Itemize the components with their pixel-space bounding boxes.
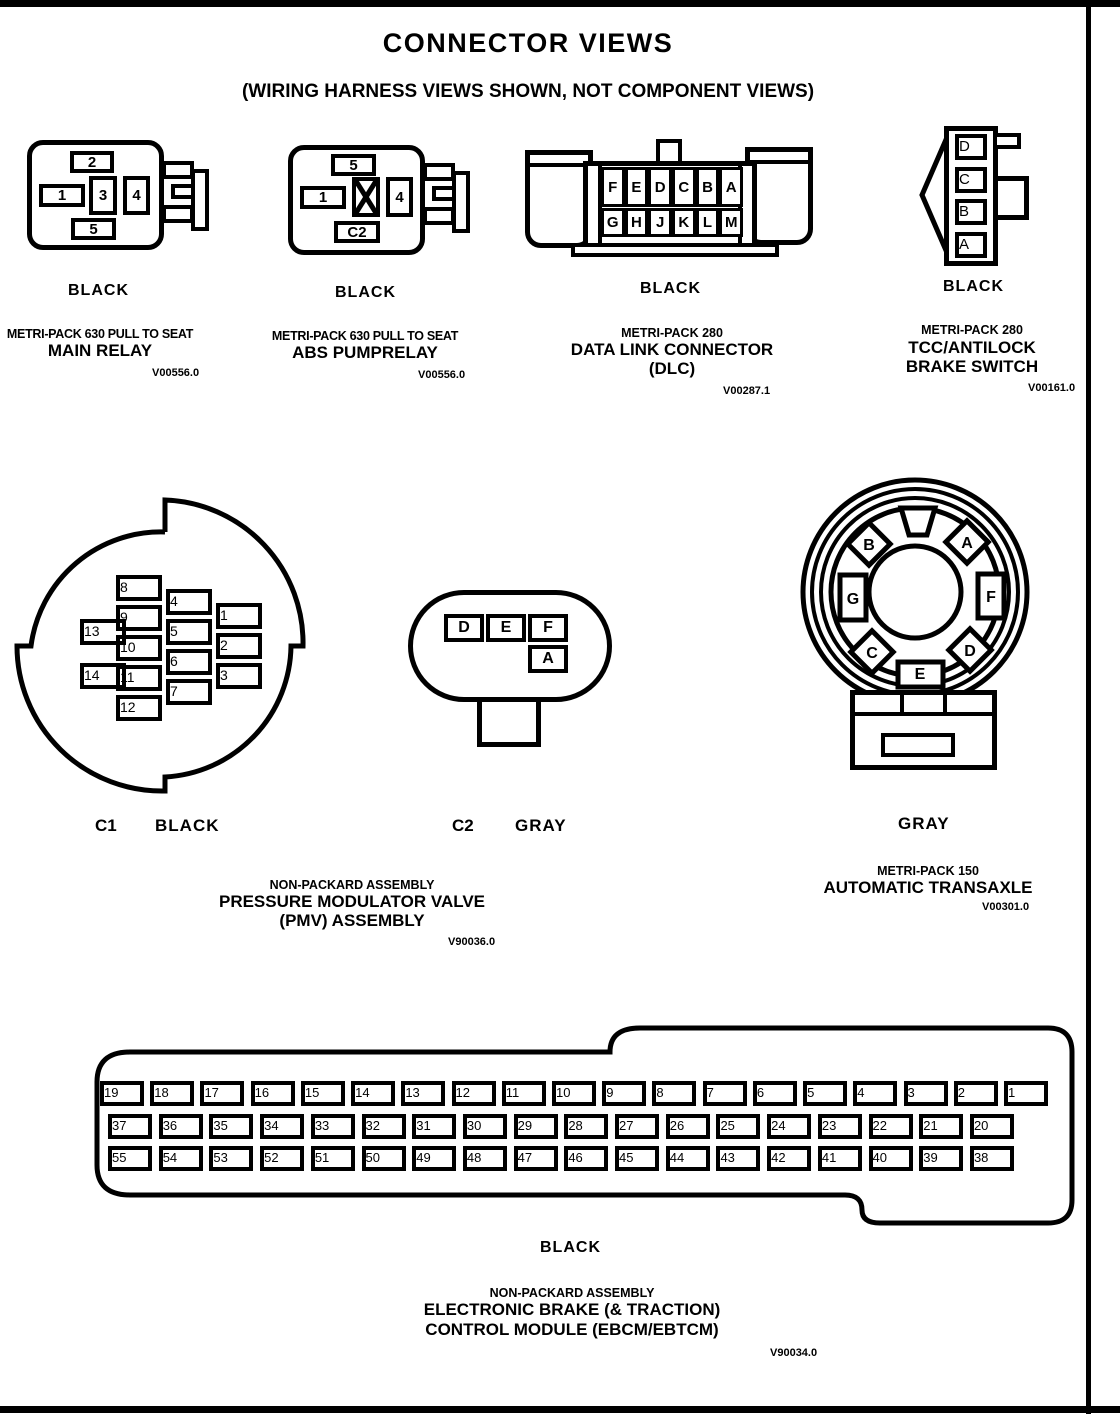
ebcm-pin: 8 [652, 1081, 696, 1106]
abs-relay-latch-top [423, 163, 455, 181]
ebcm-pin: 20 [970, 1114, 1014, 1139]
x-cross-icon [356, 181, 376, 213]
pmv-c2-label: C2 [452, 816, 474, 835]
dlc-pin: K [672, 208, 696, 237]
main-relay-latch-mid [171, 184, 195, 199]
ebcm-pin: 37 [108, 1114, 152, 1139]
ebcm-pin: 49 [412, 1146, 456, 1171]
abs-relay-pin-c2: C2 [334, 221, 380, 243]
pmv-c1-pin: 7 [166, 679, 212, 705]
dlc-pin: B [696, 167, 720, 207]
transaxle-base-rib-1 [900, 695, 904, 712]
ebcm-pin: 24 [767, 1114, 811, 1139]
ebcm-pin: 30 [463, 1114, 507, 1139]
dlc-color-label: BLACK [640, 280, 701, 297]
ebcm-pin: 6 [753, 1081, 797, 1106]
ebcm-pin: 25 [716, 1114, 760, 1139]
tcc-pin: C [955, 167, 987, 193]
pmv-c1-pin: 13 [80, 619, 126, 645]
ebcm-pin: 11 [502, 1081, 546, 1106]
dlc-pin-row-2 [601, 208, 743, 237]
abs-relay-color-label: BLACK [335, 284, 396, 301]
ebcm-assembly-label: NON-PACKARD ASSEMBLY [489, 1286, 655, 1300]
abs-relay-pin-1: 1 [300, 186, 346, 209]
transaxle-connector [795, 475, 1045, 715]
transaxle-pack-label: METRI-PACK 150 [877, 864, 979, 878]
ebcm-pin: 28 [564, 1114, 608, 1139]
ebcm-pin: 38 [970, 1146, 1014, 1171]
svg-text:G: G [846, 591, 860, 608]
pmv-c1-col-8-12 [116, 575, 162, 725]
dlc-pin: J [648, 208, 672, 237]
dlc-left-wing-line [530, 163, 588, 167]
tcc-pack-label: METRI-PACK 280 [921, 323, 1023, 337]
pmv-c1-pin: 3 [216, 663, 262, 689]
main-relay-pack-label: METRI-PACK 630 PULL TO SEAT [6, 327, 194, 341]
dlc-name2-label: (DLC) [648, 359, 696, 378]
dlc-pin: C [672, 167, 696, 207]
transaxle-pin-f [978, 574, 1004, 618]
ebcm-pin: 46 [564, 1146, 608, 1171]
transaxle-base-slot [881, 733, 955, 757]
page-subtitle: (WIRING HARNESS VIEWS SHOWN, NOT COMPONENT VIEWS) [241, 81, 815, 102]
ebcm-pin: 50 [362, 1146, 406, 1171]
ebcm-pin: 39 [919, 1146, 963, 1171]
transaxle-base-divider [855, 712, 992, 716]
page-title: CONNECTOR VIEWS [382, 28, 674, 58]
dlc-pin: F [601, 167, 625, 207]
ebcm-pin: 18 [150, 1081, 194, 1106]
ebcm-pin: 26 [666, 1114, 710, 1139]
main-relay-color-label: BLACK [68, 282, 129, 299]
tcc-color-label: BLACK [943, 278, 1004, 295]
ebcm-color-label: BLACK [540, 1239, 601, 1256]
pmv-c1-pin: 12 [116, 695, 162, 721]
ebcm-pin: 19 [100, 1081, 144, 1106]
svg-text:A: A [961, 535, 973, 552]
ebcm-pin: 29 [514, 1114, 558, 1139]
pmv-c1-pin: 11 [116, 665, 162, 691]
dlc-bottom-bar [571, 243, 779, 257]
ebcm-pin: 15 [301, 1081, 345, 1106]
transaxle-code-label: V00301.0 [982, 901, 1030, 913]
svg-text:D: D [964, 643, 976, 660]
svg-text:F: F [986, 589, 996, 606]
ebcm-pin: 9 [602, 1081, 646, 1106]
abs-relay-blocked-cavity-x [352, 177, 380, 217]
ebcm-pin: 32 [362, 1114, 406, 1139]
transaxle-keyway [901, 508, 935, 535]
ebcm-pin: 52 [260, 1146, 304, 1171]
svg-text:E: E [914, 666, 926, 683]
abs-relay-name-label: ABS PUMPRELAY [292, 343, 438, 362]
main-relay-pin-2: 2 [70, 151, 114, 173]
pmv-c1-label: C1 [95, 816, 117, 835]
dlc-pack-label: METRI-PACK 280 [621, 326, 723, 340]
ebcm-pin: 44 [666, 1146, 710, 1171]
ebcm-pin: 13 [401, 1081, 445, 1106]
tcc-body [944, 126, 998, 266]
transaxle-color-label: GRAY [898, 814, 950, 833]
ebcm-pin: 22 [869, 1114, 913, 1139]
ebcm-code-label: V90034.0 [770, 1347, 818, 1359]
pmv-c1-col-4-7 [166, 589, 212, 709]
ebcm-pin: 36 [159, 1114, 203, 1139]
ebcm-pin: 42 [767, 1146, 811, 1171]
main-relay-pin-5: 5 [71, 218, 116, 240]
transaxle-base-rib-2 [943, 695, 947, 712]
ebcm-pin: 43 [716, 1146, 760, 1171]
tcc-top-tab [993, 133, 1021, 149]
abs-relay-pack-label: METRI-PACK 630 PULL TO SEAT [271, 329, 459, 343]
dlc-pin-row-1 [601, 167, 743, 207]
ebcm-pin: 55 [108, 1146, 152, 1171]
transaxle-name-label: AUTOMATIC TRANSAXLE [823, 878, 1033, 897]
dlc-pin: G [601, 208, 625, 237]
tcc-pin: B [955, 199, 987, 225]
svg-text:B: B [863, 537, 875, 554]
page-border-bottom [0, 1406, 1120, 1413]
ebcm-pin: 27 [615, 1114, 659, 1139]
transaxle-base [850, 690, 997, 770]
tcc-pin: D [955, 134, 987, 160]
pmv-c2-pin-e: E [486, 614, 526, 642]
page-border-top [0, 0, 1120, 7]
pmv-c1-col-1-3 [216, 603, 262, 693]
transaxle-pin-g [840, 575, 866, 620]
ebcm-pin: 33 [311, 1114, 355, 1139]
tcc-mid-tab [993, 176, 1029, 220]
abs-relay-pin-5: 5 [331, 154, 376, 176]
ebcm-pin-row-1 [100, 1081, 1048, 1106]
ebcm-pin: 7 [703, 1081, 747, 1106]
ebcm-pin: 51 [311, 1146, 355, 1171]
tcc-name1-label: TCC/ANTILOCK [908, 338, 1036, 357]
pmv-c1-pin: 2 [216, 633, 262, 659]
main-relay-pin-3: 3 [89, 176, 117, 215]
pmv-c1-outline [8, 492, 318, 802]
dlc-right-wing-line [750, 160, 808, 164]
ebcm-pin: 41 [818, 1146, 862, 1171]
main-relay-latch-top [162, 161, 194, 179]
pmv-c2-pin-row [444, 614, 568, 642]
ebcm-pin-row-3 [108, 1146, 1014, 1171]
dlc-pin: A [719, 167, 743, 207]
dlc-name-label: DATA LINK CONNECTOR [570, 340, 774, 359]
ebcm-pin: 40 [869, 1146, 913, 1171]
ebcm-pin: 53 [209, 1146, 253, 1171]
ebcm-pin: 47 [514, 1146, 558, 1171]
tcc-name2-label: BRAKE SWITCH [905, 357, 1039, 376]
pmv-c1-pin: 5 [166, 619, 212, 645]
ebcm-pin: 3 [904, 1081, 948, 1106]
pmv-c2-pin-d: D [444, 614, 484, 642]
pmv-c1-pin: 8 [116, 575, 162, 601]
pmv-c2-pin-a: A [528, 645, 568, 673]
main-relay-name-label: MAIN RELAY [47, 341, 153, 360]
abs-relay-latch-bottom [423, 207, 455, 225]
ebcm-pin: 2 [954, 1081, 998, 1106]
ebcm-pin: 16 [251, 1081, 295, 1106]
ebcm-pin: 12 [452, 1081, 496, 1106]
pmv-c1-color-label: BLACK [155, 816, 220, 835]
main-relay-pin-4: 4 [123, 176, 150, 215]
tcc-code-label: V00161.0 [1028, 382, 1076, 394]
ebcm-pin: 10 [552, 1081, 596, 1106]
dlc-pin: M [719, 208, 743, 237]
abs-relay-code-label: V00556.0 [418, 369, 466, 381]
ebcm-pin: 5 [803, 1081, 847, 1106]
main-relay-pin-1: 1 [39, 184, 85, 207]
pmv-c2-color-label: GRAY [515, 816, 567, 835]
dlc-pin: E [625, 167, 649, 207]
pmv-c1-pin: 14 [80, 663, 126, 689]
ebcm-pin: 4 [853, 1081, 897, 1106]
pmv-c2-pin-f: F [528, 614, 568, 642]
pmv-c1-pin: 4 [166, 589, 212, 615]
pmv-c1-pin: 1 [216, 603, 262, 629]
ebcm-name1-label: ELECTRONIC BRAKE (& TRACTION) [423, 1300, 721, 1319]
ebcm-pin-row-2 [108, 1114, 1014, 1139]
dlc-pin: D [648, 167, 672, 207]
ebcm-pin: 48 [463, 1146, 507, 1171]
pmv-c2-body [408, 590, 612, 702]
transaxle-pin-e [898, 662, 943, 687]
ebcm-pin: 23 [818, 1114, 862, 1139]
ebcm-pin: 34 [260, 1114, 304, 1139]
abs-relay-latch-mid [432, 186, 456, 201]
pmv-c1-pin: 6 [166, 649, 212, 675]
dlc-pin: H [625, 208, 649, 237]
pmv-assembly-label: NON-PACKARD ASSEMBLY [269, 878, 435, 892]
tcc-pin: A [955, 232, 987, 258]
dlc-code-label: V00287.1 [723, 385, 771, 397]
main-relay-code-label: V00556.0 [152, 367, 200, 379]
ebcm-pin: 45 [615, 1146, 659, 1171]
pmv-c1-pin: 10 [116, 635, 162, 661]
ebcm-pin: 1 [1004, 1081, 1048, 1106]
pmv-code-label: V90036.0 [448, 936, 496, 948]
ebcm-pin: 21 [919, 1114, 963, 1139]
ebcm-pin: 17 [200, 1081, 244, 1106]
pmv-name2-label: (PMV) ASSEMBLY [279, 911, 425, 930]
ebcm-pin: 31 [412, 1114, 456, 1139]
main-relay-latch-bottom [162, 205, 194, 223]
pmv-name1-label: PRESSURE MODULATOR VALVE [218, 892, 486, 911]
ebcm-name2-label: CONTROL MODULE (EBCM/EBTCM) [425, 1320, 719, 1339]
svg-text:C: C [866, 645, 878, 662]
dlc-pin: L [696, 208, 720, 237]
pmv-c1-pin: 9 [116, 605, 162, 631]
page-border-right [1086, 4, 1091, 1414]
ebcm-pin: 54 [159, 1146, 203, 1171]
abs-relay-pin-4: 4 [386, 177, 413, 217]
ebcm-pin: 14 [351, 1081, 395, 1106]
ebcm-pin: 35 [209, 1114, 253, 1139]
